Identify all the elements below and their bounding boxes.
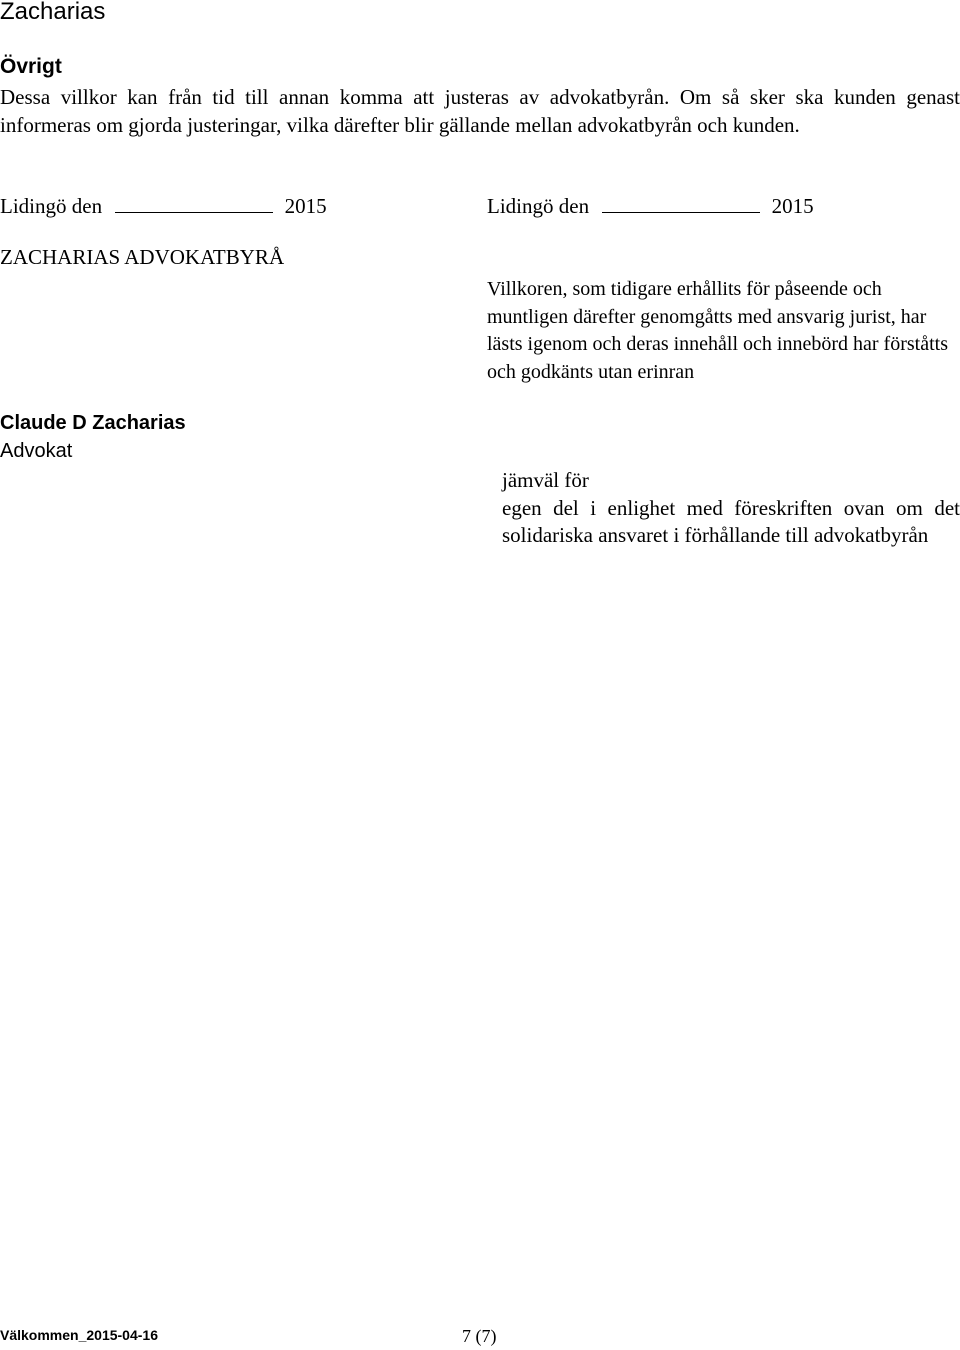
liability-first-line: jämväl för bbox=[502, 468, 589, 492]
date-year-left: 2015 bbox=[284, 194, 327, 218]
footer-document-id: Välkommen_2015-04-16 bbox=[0, 1327, 158, 1343]
page-header-name: Zacharias bbox=[0, 0, 106, 25]
date-line-right bbox=[487, 192, 814, 220]
liability-text: egen del i enlighet med föreskriften ovan om det solidariska ansvaret i förhållande till advokatbyrån bbox=[502, 495, 960, 547]
date-prefix-right: Lidingö den bbox=[487, 194, 590, 218]
terms-acknowledgement: Villkoren, som tidigare erhållits för påseende och muntligen därefter genomgåtts med ansvarig jurist, har lästs igenom och deras innehåll och innebörd har förståtts och godkänts utan erinran bbox=[487, 278, 948, 383]
date-year-right: 2015 bbox=[771, 194, 814, 218]
section-heading: Övrigt bbox=[0, 55, 62, 78]
date-line-left bbox=[0, 192, 327, 220]
date-blank-left bbox=[115, 196, 273, 213]
signer-name: Claude D Zacharias bbox=[0, 412, 186, 434]
footer-page-number: 7 (7) bbox=[462, 1326, 497, 1346]
date-prefix-left: Lidingö den bbox=[0, 194, 103, 218]
firm-name: ZACHARIAS ADVOKATBYRÅ bbox=[0, 245, 285, 269]
signer-title: Advokat bbox=[0, 440, 73, 462]
date-blank-right bbox=[602, 196, 760, 213]
liability-statement bbox=[502, 467, 960, 550]
section-paragraph: Dessa villkor kan från tid till annan komma att justeras av advokatbyrån. Om så sker ska kunden genast informeras om gjorda justeringar, vilka därefter blir gällande mellan advokatbyrån och kunden. bbox=[0, 85, 960, 137]
